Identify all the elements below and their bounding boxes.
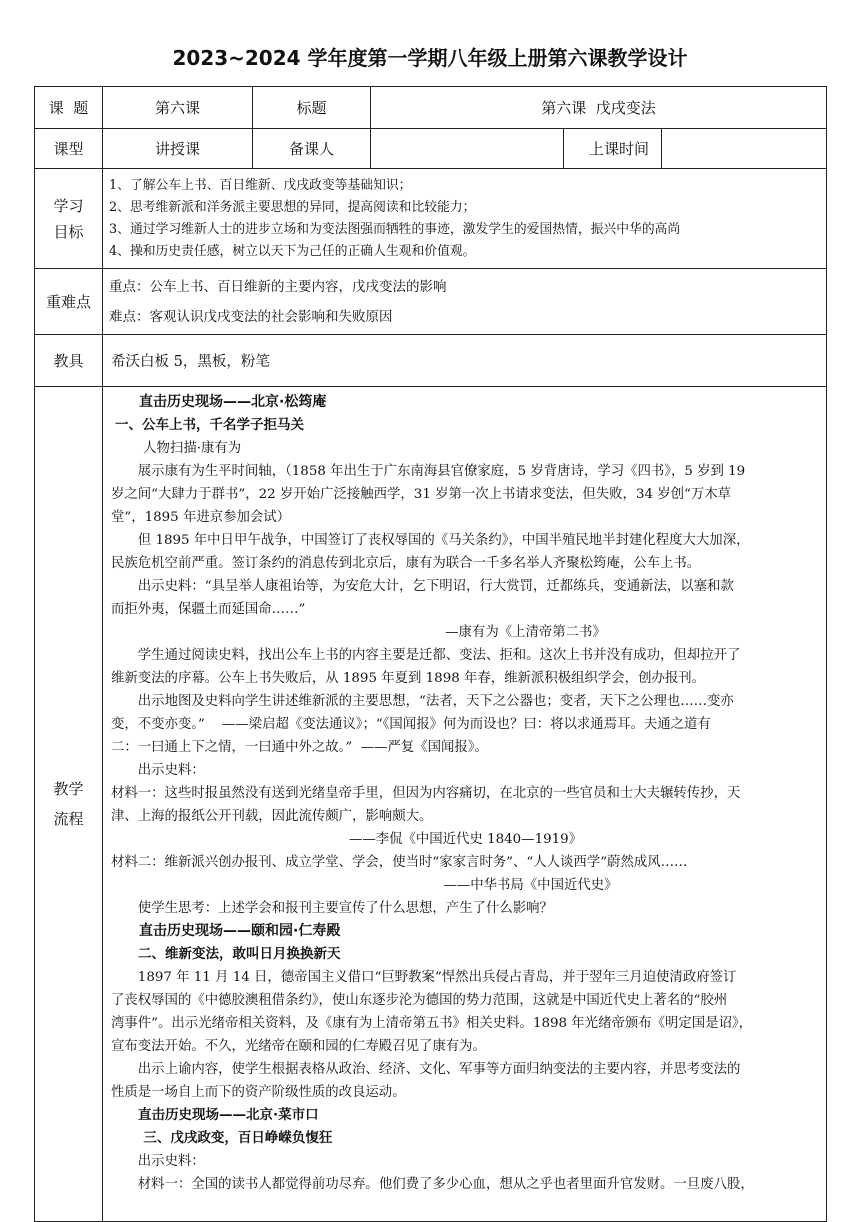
scene-heading: 直击历史现场——颐和园·仁寿殿 <box>139 923 341 939</box>
paragraph-cont: 变，不变亦变。” ——梁启超《变法通议》；“《国闻报》何为而设也？曰：将以求通焉耳。夫通之道有 <box>111 717 711 732</box>
section-heading: 一、公车上书，千名学子拒马关 <box>115 417 305 433</box>
paragraph-cont: 了丧权辱国的《中德胶澳租借条约》，使山东逐步沦为德国的势力范围，这就是中国近代史上著名的“胶州 <box>111 993 728 1008</box>
row-key-points <box>35 269 827 335</box>
paragraph: 出示史料：“具呈举人康祖诒等，为安危大计，乞下明诏，行大赏罚，迁都练兵，变通新法，以塞和款 <box>137 579 734 594</box>
paragraph: 1897 年 11 月 14 日，德帝国主义借口“巨野教案”悍然出兵侵占青岛，并于翌年三月迫使清政府签订 <box>137 970 737 985</box>
flow-label-line1: 教学 <box>53 780 84 798</box>
source-citation: ——中华书局《中国近代史》 <box>443 878 618 893</box>
material: 材料一：这些时报虽然没有送到光绪皇帝手里，但因为内容痛切，在北京的一些官员和士大夫辗转传抄，天 <box>111 786 741 801</box>
person-scan: 人物扫描·康有为 <box>143 441 242 456</box>
paragraph: 出示上谕内容，使学生根据表格从政治、经济、文化、军事等方面归纳变法的主要内容，并思考变法的 <box>137 1062 741 1077</box>
row-type <box>35 129 827 169</box>
source-citation: ——李侃《中国近代史 1840—1919》 <box>348 832 583 847</box>
row-tools <box>35 335 827 387</box>
paragraph-cont: 湾事件”。出示光绪帝相关资料，及《康有为上清帝第五书》相关史料。1898 年光绪帝颁布《明定国是诏》， <box>111 1016 753 1031</box>
title-value: 第六课 戊戌变法 <box>371 87 827 129</box>
lesson-label: 课 题 <box>35 87 103 129</box>
type-label: 课型 <box>35 129 103 169</box>
paragraph-cont: 民族危机空前严重。签订条约的消息传到北京后，康有为联合一千多名举人齐聚松筠庵，公车上书。 <box>111 556 701 571</box>
paragraph: 学生通过阅读史料，找出公车上书的内容主要是迁都、变法、拒和。这次上书并没有成功，但却拉开了 <box>137 648 741 663</box>
type-value: 讲授课 <box>103 129 253 169</box>
difficult-point: 难点：客观认识戊戌变法的社会影响和失败原因 <box>109 308 393 325</box>
source-citation: —康有为《上清帝第二书》 <box>445 625 606 640</box>
preparer-label: 备课人 <box>253 129 371 169</box>
paragraph-cont: 津、上海的报纸公开刊载，因此流传颇广，影响颇大。 <box>111 809 433 824</box>
section-heading: 三、戊戌政变，百日峥嵘负愎狂 <box>143 1130 333 1146</box>
scene-heading: 直击历史现场——北京·松筠庵 <box>139 394 327 410</box>
paragraph-cont: 而拒外夷，保疆土而延国命……” <box>111 602 306 617</box>
paragraph-cont: 二：一曰通上下之情，一曰通中外之故。” ——严复《国闻报》。 <box>111 740 488 755</box>
paragraph-cont: 宣布变法开始。不久，光绪帝在颐和园的仁寿殿召见了康有为。 <box>111 1039 486 1054</box>
paragraph: 展示康有为生平时间轴，（1858 年出生于广东南海县官僚家庭，5 岁背唐诗，学习《四书》，5 岁到 19 <box>137 464 746 479</box>
paragraph-cont: 岁之间“大肆力于群书”，22 岁开始广泛接触西学，31 岁第一次上书请求变法，但失败，34 岁创“万木草 <box>111 487 732 502</box>
paragraph: 但 1895 年中日甲午战争，中国签订了丧权辱国的《马关条约》，中国半殖民地半封建化程度大大加深， <box>137 533 750 548</box>
paragraph: 出示史料： <box>137 763 205 778</box>
paragraph: 出示地图及史料向学生讲述维新派的主要思想，“法者，天下之公器也；变者，天下之公理也……变亦 <box>137 694 734 709</box>
lesson-value: 第六课 <box>103 87 253 129</box>
time-label: 上课时间 <box>564 129 662 169</box>
paragraph-cont: 维新变法的序幕。公车上书失败后，从 1895 年夏到 1898 年春，维新派积极组织学会，创办报刊。 <box>111 671 706 686</box>
time-value <box>662 129 827 169</box>
section-heading: 二、维新变法，敢叫日月换换新天 <box>138 946 341 962</box>
flow-label-line2: 流程 <box>53 810 84 828</box>
goals-label-line1: 学习 <box>53 196 84 215</box>
tools-label: 教具 <box>35 335 103 387</box>
goals-content <box>103 169 827 269</box>
scene-heading: 直击历史现场——北京·菜市口 <box>138 1107 319 1123</box>
row-lesson <box>35 87 827 129</box>
important-point: 重点：公车上书、百日维新的主要内容，戊戌变法的影响 <box>109 278 447 295</box>
goal-item: 3、通过学习维新人士的进步立场和为变法图强而牺牲的事迹，激发学生的爱国热情，振兴中华的高尚 <box>109 221 681 237</box>
row-flow <box>35 387 827 1222</box>
material: 材料二：维新派兴创办报刊、成立学堂、学会，使当时“家家言时务”、“人人谈西学”蔚然成风…… <box>111 855 688 870</box>
material: 材料一：全国的读书人都觉得前功尽弃。他们费了多少心血，想从之乎也者里面升官发财。一旦废八股， <box>137 1177 754 1192</box>
goal-item: 1、了解公车上书、百日维新、戊戌政变等基础知识； <box>109 177 412 193</box>
goal-item: 2、思考维新派和洋务派主要思想的异同，提高阅读和比较能力； <box>109 199 476 215</box>
row-goals <box>35 169 827 269</box>
goals-label <box>35 169 103 269</box>
paragraph: 使学生思考：上述学会和报刊主要宣传了什么思想，产生了什么影响？ <box>137 901 553 916</box>
page-title: 2023~2024 学年度第一学期八年级上册第六课教学设计 <box>172 46 688 70</box>
lesson-plan-table <box>34 86 827 1222</box>
key-points-content <box>103 269 827 335</box>
key-points-label: 重难点 <box>35 269 103 335</box>
goal-item: 4、操和历史责任感，树立以天下为己任的正确人生观和价值观。 <box>109 243 476 259</box>
tools-value: 希沃白板 5，黑板，粉笔 <box>103 335 827 387</box>
flow-content <box>103 387 827 1222</box>
title-label: 标题 <box>253 87 371 129</box>
preparer-value <box>371 129 564 169</box>
goals-label-line2: 目标 <box>53 222 84 241</box>
paragraph-cont: 堂”，1895 年进京参加会试） <box>111 510 291 525</box>
paragraph-cont: 性质是一场自上而下的资产阶级性质的改良运动。 <box>111 1085 406 1100</box>
flow-label <box>35 387 103 1222</box>
paragraph: 出示史料： <box>137 1154 205 1169</box>
